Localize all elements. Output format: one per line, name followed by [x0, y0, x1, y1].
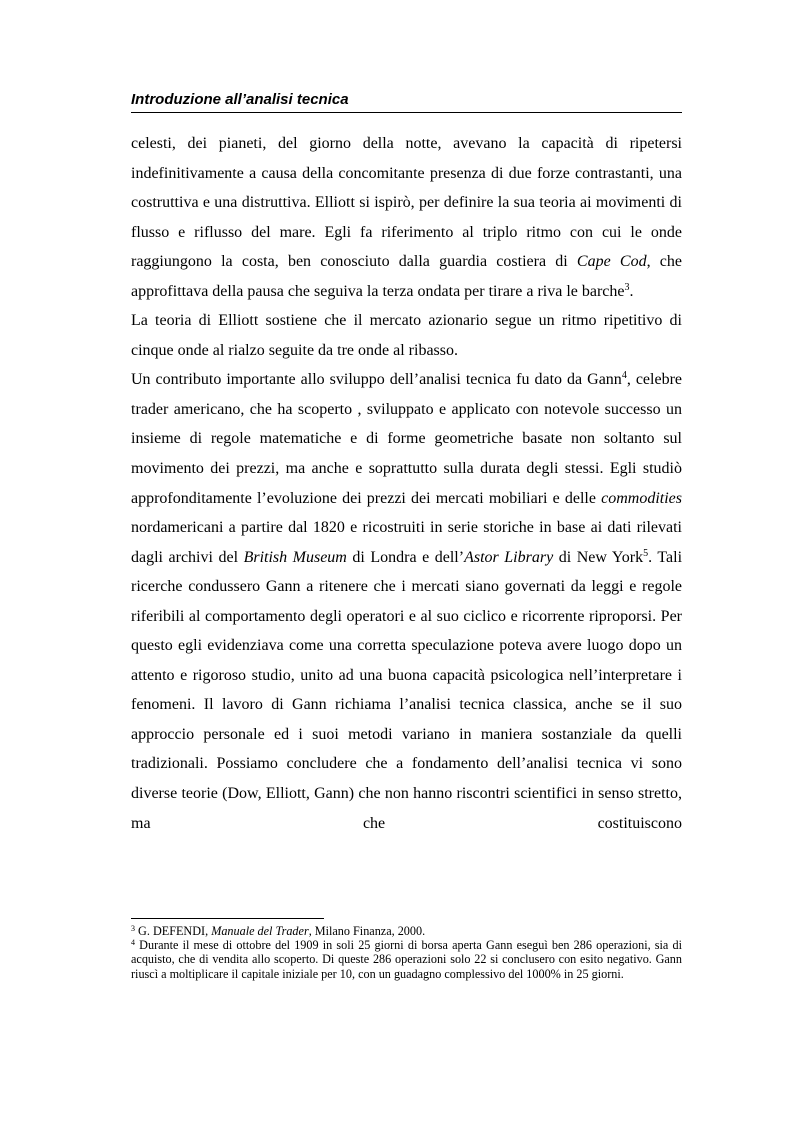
paragraph-3 — [131, 365, 682, 838]
footnote-4 — [131, 938, 682, 981]
footnote-ref-5[interactable]: 5 — [643, 547, 649, 559]
footnotes — [131, 924, 682, 981]
paragraph-1-text-b: , che approfittava della pausa che seguiva la terza ondata per tirare a riva le barche — [131, 253, 683, 300]
paragraph-2 — [131, 306, 682, 365]
footnote-separator — [131, 918, 324, 919]
footnote-3-text-c: , Milano Finanza, 2000. — [308, 924, 426, 938]
paragraph-3-italic-astor-library: Astor Library — [464, 548, 554, 566]
footnote-3-number: 3 — [131, 924, 135, 933]
paragraph-3-text-a: Un contributo importante allo sviluppo dell’analisi tecnica fu dato da Gann — [131, 371, 622, 389]
paragraph-1-italic-cape-cod: Cape Cod — [576, 253, 647, 271]
header-title: Introduzione all’analisi tecnica — [131, 91, 349, 108]
body-text — [131, 129, 682, 838]
footnote-3 — [131, 924, 682, 938]
paragraph-2-text: La teoria di Elliott sostiene che il mercato azionario segue un ritmo ripetitivo di cinque onde al rialzo seguite da tre onde al ribasso. — [131, 312, 682, 359]
footnote-ref-3[interactable]: 3 — [624, 281, 630, 293]
footnote-ref-4[interactable]: 4 — [621, 370, 627, 382]
paragraph-3-text-b: , celebre trader americano, che ha scoperto , sviluppato e applicato con notevole successo un insieme di regole matematiche e di forme geometriche basate non soltanto sul movimento dei prezzi, ma anche e soprattutto sulla durata degli stessi. Egli studiò approfonditamente l’evoluzione dei prezzi dei mercati mobiliari e delle — [131, 371, 682, 507]
running-header — [131, 90, 682, 113]
footnote-3-text-a: G. D — [135, 924, 162, 938]
paragraph-1 — [131, 129, 682, 306]
paragraph-3-italic-british-museum: British Museum — [243, 548, 347, 566]
paragraph-3-text-d: di Londra e dell’ — [346, 548, 465, 566]
paragraph-3-text-e: di New York — [553, 548, 644, 566]
footnote-4-text: Durante il mese di ottobre del 1909 in soli 25 giorni di borsa aperta Gann eseguì ben 286 operazioni, sia di acquisto, che di vendita allo scoperto. Di queste 286 operazioni solo 22 si conclusero con esito negativo. Gann riuscì a moltiplicare il capitale iniziale per 10, con un guadagno complessivo del 1000% in 25 giorni. — [131, 938, 682, 981]
paragraph-3-italic-commodities: commodities — [601, 489, 682, 507]
footnote-3-italic-title: Manuale del Trader — [211, 924, 309, 938]
paragraph-3-text-f: . Tali ricerche condussero Gann a ritenere che i mercati siano governati da leggi e regole riferibili al comportamento degli operatori e al suo ciclico e ricorrente riproporsi. Per questo egli evidenziava come una corretta speculazione poteva avere luogo dopo un attento e rigoroso studio, unito ad una buona capacità psicologica nell’interpretare i fenomeni. Il lavoro di Gann richiama l’analisi tecnica classica, anche se il suo approccio personale ed i suoi metodi variano in maniera sostanziale da quelli tradizionali. Possiamo concludere che a fondamento dell’analisi tecnica vi sono diverse teorie (Dow, Elliott, Gann) che non hanno riscontri scientifici in senso stretto, ma che costituiscono — [131, 548, 683, 832]
footnote-4-number: 4 — [131, 938, 135, 948]
footnote-3-author-smallcaps: EFENDI — [161, 924, 206, 938]
paragraph-1-text-c: . — [629, 282, 634, 300]
footnote-3-text-b: , — [205, 924, 212, 938]
paragraph-3-text-c: nordamericani a partire dal 1820 e ricostruiti in serie storiche in base ai dati rilevati dagli archivi del — [131, 519, 682, 566]
paragraph-1-text-a: celesti, dei pianeti, del giorno della notte, avevano la capacità di ripetersi indefinitivamente a causa della concomitante presenza di due forze contrastanti, una costruttiva e una distruttiva. Elliott si ispirò, per definire la sua teoria ai movimenti di flusso e riflusso del mare. Egli fa riferimento al triplo ritmo con cui le onde raggiungono la costa, ben conosciuto dalla guardia costiera di — [131, 135, 682, 271]
